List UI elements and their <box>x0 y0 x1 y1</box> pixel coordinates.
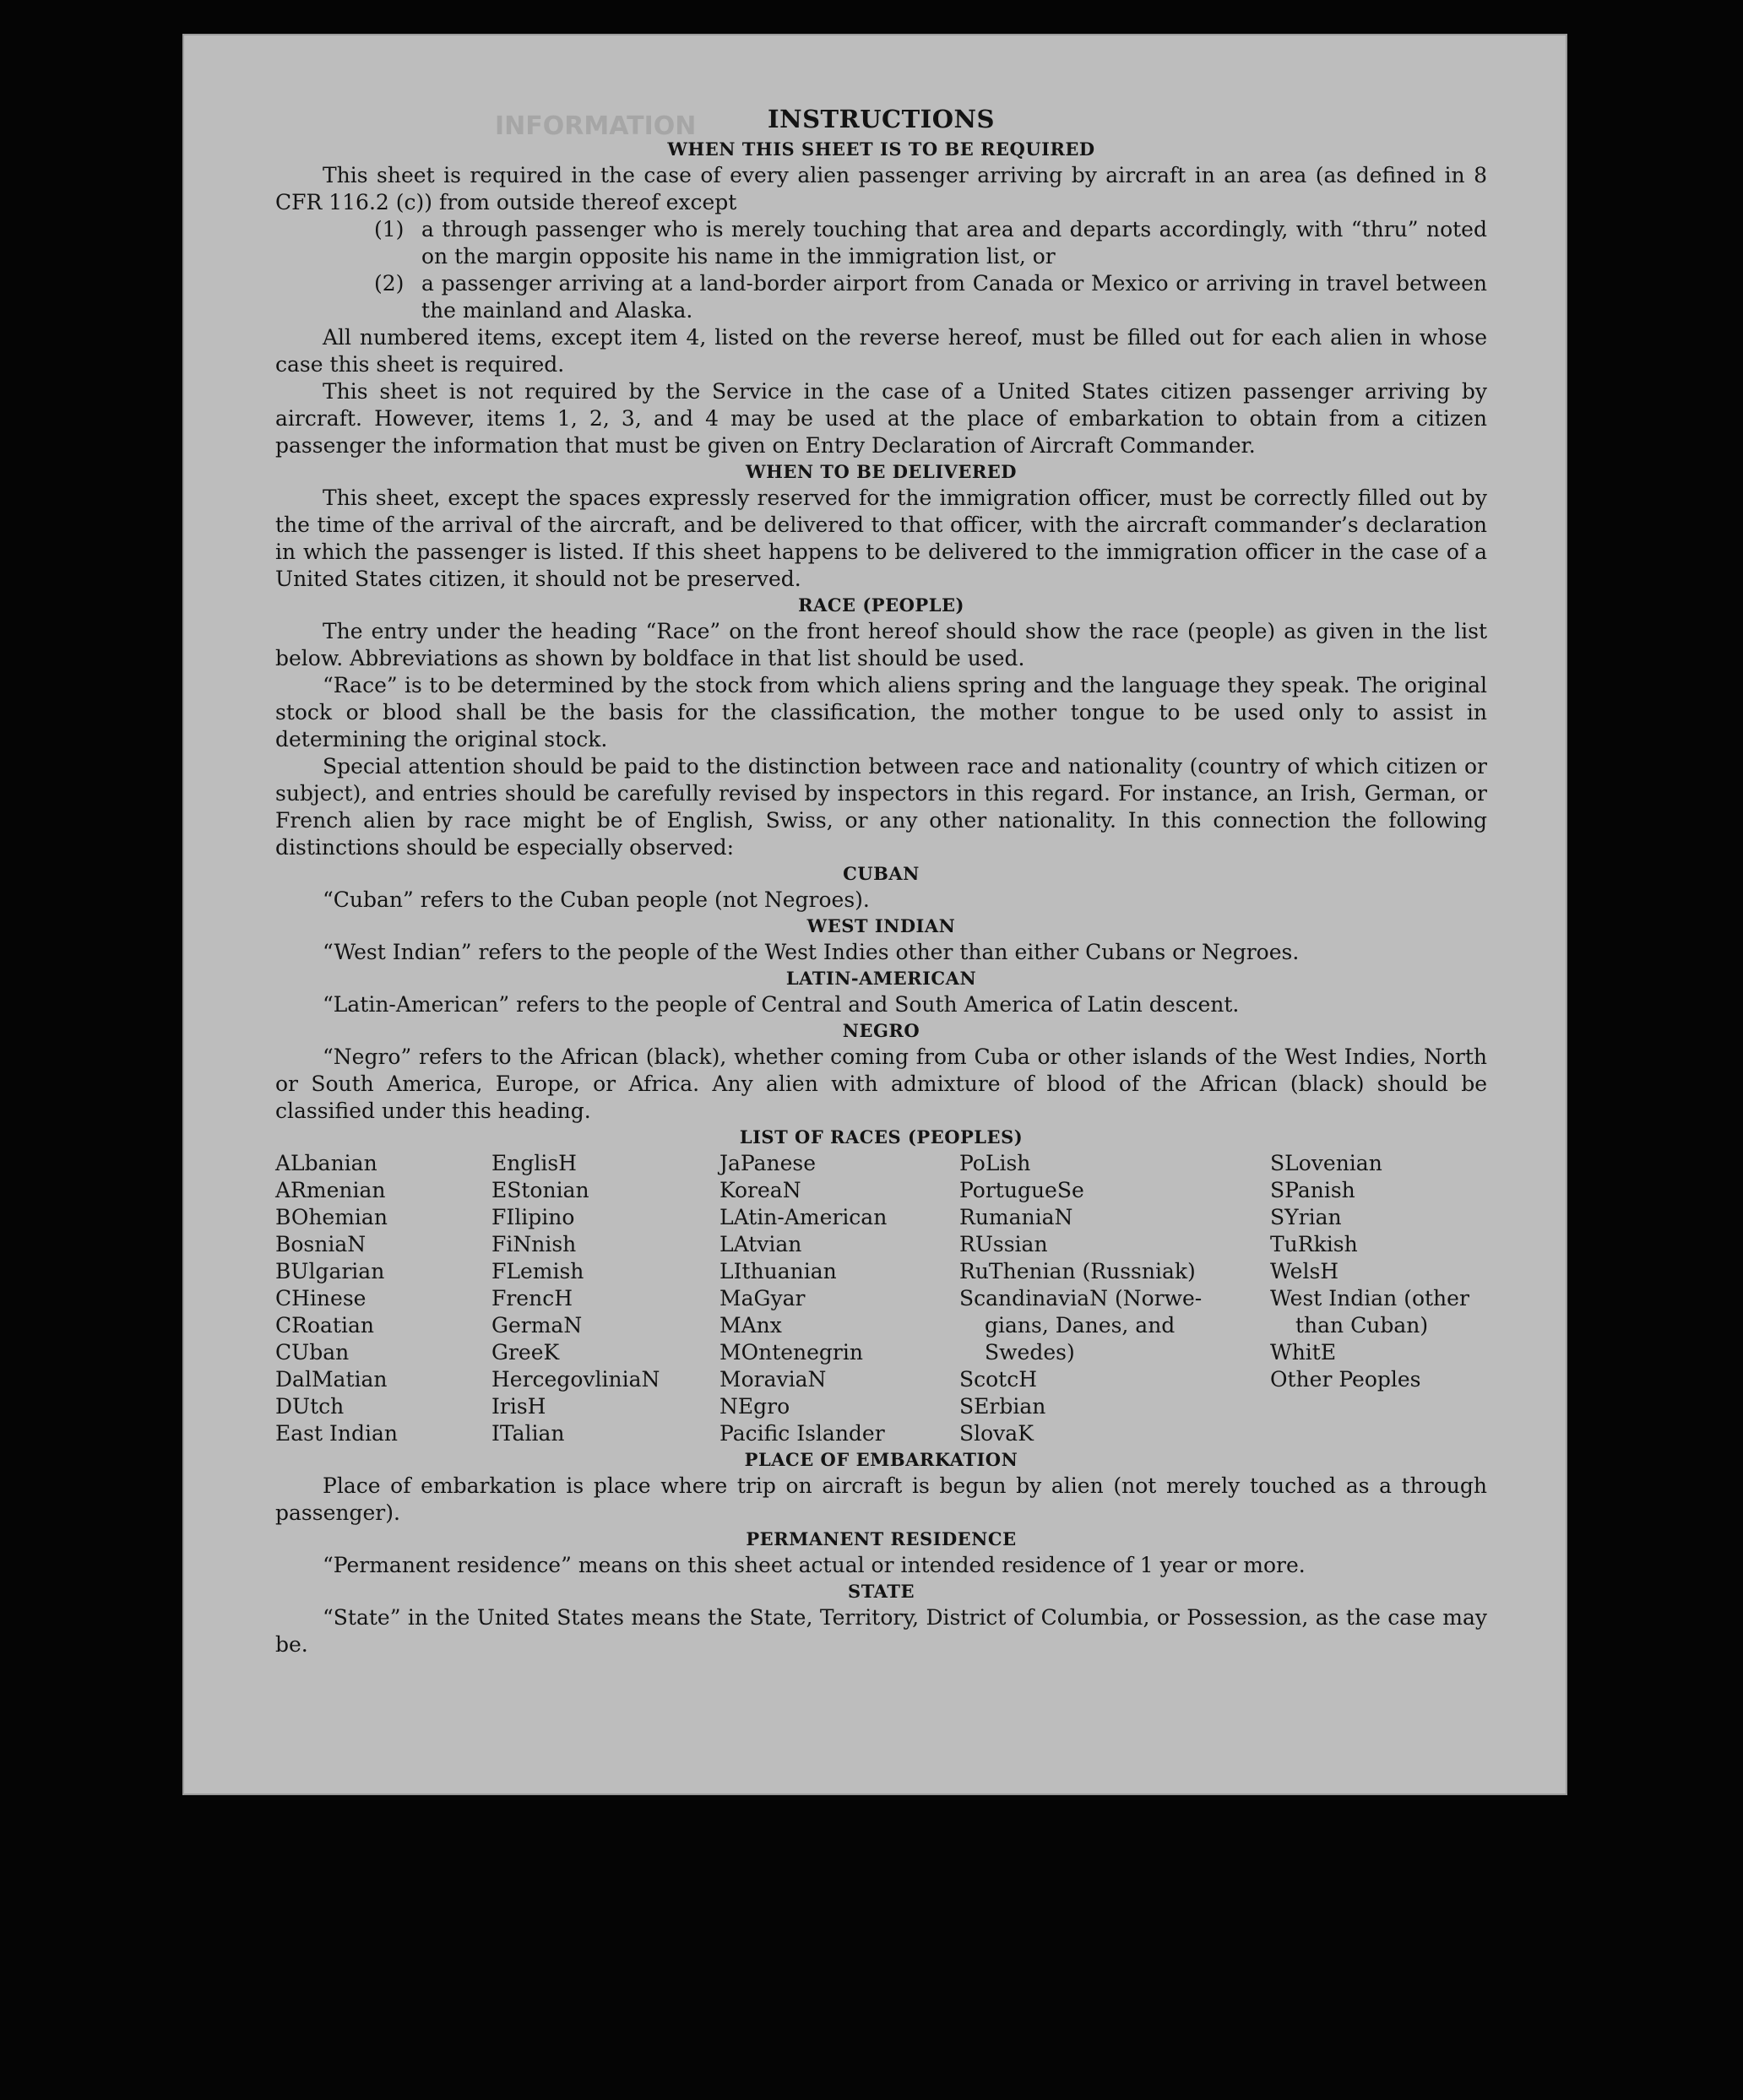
race-entry: BosniaN <box>275 1232 367 1256</box>
race-entry: gians, Danes, and <box>985 1313 1176 1338</box>
exception-text: a through passenger who is merely touching that area and departs accordingly, with “thru” noted on the margin opposite his name in the immigration list, or <box>421 217 1487 269</box>
race-entry: RuThenian (Russniak) <box>959 1259 1196 1283</box>
race-entry: IrisH <box>491 1394 546 1419</box>
heading-state: STATE <box>848 1581 915 1602</box>
race-entry: KoreaN <box>719 1178 801 1202</box>
race-entry: FrencH <box>491 1286 573 1310</box>
race-entry: BUlgarian <box>275 1259 385 1283</box>
paragraph-residence: “Permanent residence” means on this sheet actual or intended residence of 1 year or more. <box>323 1553 1306 1577</box>
race-entry: ScotcH <box>959 1367 1038 1392</box>
document-sheet <box>182 34 1567 1795</box>
paragraph-state: “State” in the United States means the State, Territory, District of Columbia, or Possession, as the case may be. <box>275 1605 1487 1657</box>
heading-list-of-races: LIST OF RACES (PEOPLES) <box>739 1126 1024 1148</box>
race-entry: GermaN <box>491 1313 583 1338</box>
race-entry: JaPanese <box>719 1151 817 1175</box>
paragraph-latin-american: “Latin-American” refers to the people of Central and South America of Latin descent. <box>323 992 1240 1017</box>
races-column <box>275 1150 491 1447</box>
paragraph-race-definition: “Race” is to be determined by the stock from which aliens spring and the language they speak. The original stock or blood shall be the basis for the classification, the mother tongue to be used only to assist in determining the original stock. <box>275 673 1487 752</box>
race-entry: TuRkish <box>1270 1232 1358 1256</box>
race-entry: CUban <box>275 1340 350 1365</box>
race-entry: MOntenegrin <box>719 1340 863 1365</box>
race-entry: Swedes) <box>985 1340 1075 1365</box>
exception-item <box>374 216 1487 270</box>
race-entry: NEgro <box>719 1394 790 1419</box>
race-entry: SLovenian <box>1270 1151 1382 1175</box>
paragraph-delivery: This sheet, except the spaces expressly reserved for the immigration officer, must be correctly filled out by the time of the arrival of the aircraft, and be delivered to that officer, with the aircraft commander’s declaration in which the passenger is listed. If this sheet happens to be delivered to the immigration officer in the case of a United States citizen, it should not be preserved. <box>275 486 1487 591</box>
exception-item <box>374 270 1487 324</box>
heading-permanent-residence: PERMANENT RESIDENCE <box>746 1528 1017 1549</box>
race-entry: ARmenian <box>275 1178 386 1202</box>
race-entry: RUssian <box>959 1232 1048 1256</box>
heading-latin-american: LATIN-AMERICAN <box>785 968 977 989</box>
race-entry: Other Peoples <box>1270 1367 1421 1392</box>
paragraph-embarkation: Place of embarkation is place where trip on aircraft is begun by alien (not merely touched as a through passenger). <box>275 1473 1487 1525</box>
races-column <box>959 1150 1270 1447</box>
race-entry: PoLish <box>959 1151 1031 1175</box>
race-entry: HercegovliniaN <box>491 1367 660 1392</box>
race-entry: DUtch <box>275 1394 345 1419</box>
exception-number: (2) <box>374 271 405 296</box>
exception-text: a passenger arriving at a land-border airport from Canada or Mexico or arriving in travel between the mainland and Alaska. <box>421 271 1487 323</box>
race-entry: SPanish <box>1270 1178 1355 1202</box>
instructions-body <box>275 101 1487 1658</box>
paragraph-citizen-passenger: This sheet is not required by the Service in the case of a United States citizen passenger arriving by aircraft. However, items 1, 2, 3, and 4 may be used at the place of embarkation to obtain from a citizen passenger the information that must be given on Entry Declaration of Aircraft Commander. <box>275 379 1487 458</box>
race-entry: LAtvian <box>719 1232 802 1256</box>
paragraph-west-indian: “West Indian” refers to the people of the West Indies other than either Cubans or Negroes. <box>323 940 1300 964</box>
race-entry: WelsH <box>1270 1259 1339 1283</box>
race-entry: MaGyar <box>719 1286 806 1310</box>
paragraph-numbered-items: All numbered items, except item 4, listed on the reverse hereof, must be filled out for each alien in whose case this sheet is required. <box>275 325 1487 377</box>
paragraph-race-nationality: Special attention should be paid to the distinction between race and nationality (country of which citizen or subject), and entries should be carefully revised by inspectors in this regard. For instance, an Irish, German, or French alien by race might be of English, Swiss, or any other nationality. In this connection the following distinctions should be especially observed: <box>275 754 1487 860</box>
heading-place-of-embarkation: PLACE OF EMBARKATION <box>744 1449 1018 1470</box>
heading-when-delivered: WHEN TO BE DELIVERED <box>745 461 1017 482</box>
race-entry: CHinese <box>275 1286 367 1310</box>
race-entry: ScandinaviaN (Norwe- <box>959 1286 1203 1310</box>
race-entry: West Indian (other <box>1270 1286 1469 1310</box>
race-entry: EStonian <box>491 1178 589 1202</box>
races-column <box>491 1150 719 1447</box>
heading-when-required: WHEN THIS SHEET IS TO BE REQUIRED <box>667 138 1095 160</box>
race-entry: ALbanian <box>275 1151 377 1175</box>
race-entry: RumaniaN <box>959 1205 1073 1229</box>
paragraph-required-intro: This sheet is required in the case of every alien passenger arriving by aircraft in an area (as defined in 8 CFR 116.2 (c)) from outside thereof except <box>275 163 1487 214</box>
race-entry: CRoatian <box>275 1313 374 1338</box>
race-entry: SYrian <box>1270 1205 1342 1229</box>
races-column <box>719 1150 959 1447</box>
bleed-through-text: INFORMATION <box>495 111 697 141</box>
race-entry: MoraviaN <box>719 1367 827 1392</box>
paragraph-negro: “Negro” refers to the African (black), whether coming from Cuba or other islands of the West Indies, North or South America, Europe, or Africa. Any alien with admixture of blood of the African (black) should be classified under this heading. <box>275 1045 1487 1123</box>
heading-negro: NEGRO <box>842 1020 920 1041</box>
race-entry: PortugueSe <box>959 1178 1084 1202</box>
race-entry: GreeK <box>491 1340 560 1365</box>
heading-west-indian: WEST INDIAN <box>806 915 956 936</box>
race-entry: FIlipino <box>491 1205 575 1229</box>
paragraph-race-entry: The entry under the heading “Race” on the front hereof should show the race (people) as given in the list below. Abbreviations as shown by boldface in that list should be used. <box>275 619 1487 670</box>
race-entry: EnglisH <box>491 1151 577 1175</box>
race-entry: than Cuban) <box>1295 1313 1429 1338</box>
race-entry: BOhemian <box>275 1205 388 1229</box>
race-entry: ITalian <box>491 1421 565 1446</box>
race-entry: Pacific Islander <box>719 1421 885 1446</box>
page-title: INSTRUCTIONS <box>768 105 995 133</box>
race-entry: LIthuanian <box>719 1259 837 1283</box>
race-entry: FiNnish <box>491 1232 577 1256</box>
races-list <box>275 1150 1487 1447</box>
heading-cuban: CUBAN <box>843 863 920 884</box>
race-entry: FLemish <box>491 1259 584 1283</box>
paragraph-cuban: “Cuban” refers to the Cuban people (not Negroes). <box>323 887 870 912</box>
race-entry: MAnx <box>719 1313 782 1338</box>
races-column <box>1270 1150 1487 1447</box>
race-entry: East Indian <box>275 1421 398 1446</box>
race-entry: SErbian <box>959 1394 1046 1419</box>
race-entry: SlovaK <box>959 1421 1034 1446</box>
heading-race: RACE (PEOPLE) <box>798 594 964 616</box>
race-entry: WhitE <box>1270 1340 1337 1365</box>
exception-number: (1) <box>374 217 405 241</box>
race-entry: DalMatian <box>275 1367 388 1392</box>
race-entry: LAtin-American <box>719 1205 888 1229</box>
